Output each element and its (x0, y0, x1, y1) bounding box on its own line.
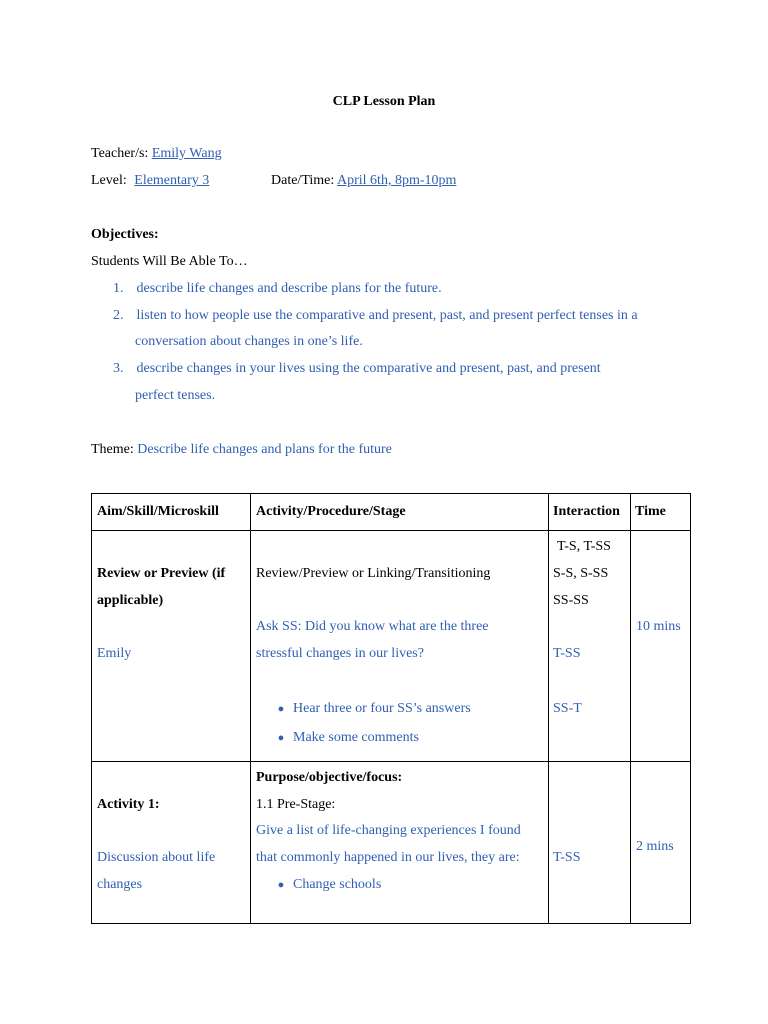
time-cell (631, 531, 691, 762)
objective-item-2 (113, 308, 638, 324)
objective-number: 1. (113, 281, 124, 296)
header-cell (631, 494, 691, 531)
interaction-cell (549, 531, 631, 762)
objective-text-continued: conversation about changes in one’s life. (135, 334, 363, 349)
table-row (92, 531, 691, 762)
aim-cell (92, 531, 251, 762)
header-cell (92, 494, 251, 531)
objective-text: describe changes in your lives using the comparative and present, past, and present (136, 361, 601, 376)
interaction-value: T-SS (553, 646, 581, 661)
datetime-label: Date/Time: (271, 173, 335, 188)
aim-title: Activity 1: (97, 797, 160, 812)
aim-title-continued: applicable) (97, 593, 164, 608)
datetime-value: April 6th, 8pm-10pm (337, 173, 457, 188)
bullet-icon: ● (277, 879, 285, 891)
bullet-icon: ● (277, 732, 285, 744)
objective-text-continued: perfect tenses. (135, 388, 216, 403)
time-value: 2 mins (636, 839, 674, 854)
theme-label: Theme: (91, 442, 134, 457)
header-cell (251, 494, 549, 531)
interaction-value: SS-SS (553, 593, 589, 608)
swbat-line: Students Will Be Able To… (91, 254, 248, 269)
aim-title: Review or Preview (if (97, 566, 226, 581)
lesson-table (91, 493, 691, 924)
objectives-heading: Objectives: (91, 227, 159, 242)
teacher-value: Emily Wang (151, 146, 222, 161)
activity-question: Ask SS: Did you know what are the three (256, 619, 489, 634)
activity-cell (251, 762, 549, 924)
interaction-value: T-SS (553, 850, 581, 865)
activity-text: Give a list of life-changing experiences I found (256, 823, 521, 838)
list-item: ● Change schools (269, 871, 381, 899)
purpose-heading: Purpose/objective/focus: (256, 770, 403, 785)
interaction-cell (549, 762, 631, 924)
level-line (91, 173, 227, 189)
theme-value: Describe life changes and plans for the future (137, 442, 392, 457)
page-title: CLP Lesson Plan (332, 94, 436, 109)
aim-description: Discussion about life (97, 850, 216, 865)
datetime-line (271, 173, 456, 189)
list-item: ● Hear three or four SS’s answers (269, 695, 471, 723)
level-label: Level: (91, 173, 127, 188)
theme-line (91, 442, 392, 458)
activity-question-continued: stressful changes in our lives? (256, 646, 424, 661)
bullet-icon: ● (277, 703, 285, 715)
aim-description-continued: changes (97, 877, 143, 892)
objective-text: listen to how people use the comparative and present, past, and present perfect tenses in a (136, 308, 638, 323)
header-aim: Aim/Skill/Microskill (97, 504, 219, 519)
interaction-value: S-S, S-SS (553, 566, 609, 581)
objective-number: 3. (113, 361, 124, 376)
header-cell (549, 494, 631, 531)
activity-cell (251, 531, 549, 762)
objective-number: 2. (113, 308, 124, 323)
header-time: Time (635, 504, 666, 519)
time-cell (631, 762, 691, 924)
activity-title: Review/Preview or Linking/Transitioning (256, 566, 491, 581)
objective-item-3 (113, 361, 601, 377)
table-header-row (92, 494, 691, 531)
header-interaction: Interaction (553, 504, 620, 519)
list-item: ● Make some comments (269, 724, 419, 752)
objective-item-1 (113, 281, 442, 297)
objective-text: describe life changes and describe plans for the future. (136, 281, 442, 296)
level-value: Elementary 3 (134, 173, 210, 188)
aim-cell (92, 762, 251, 924)
teacher-line (91, 146, 222, 162)
interaction-value: T-S, T-SS (557, 539, 611, 554)
teacher-label: Teacher/s: (91, 146, 149, 161)
activity-text-continued: that commonly happened in our lives, they are: (256, 850, 520, 865)
header-activity: Activity/Procedure/Stage (256, 504, 406, 519)
time-value: 10 mins (636, 619, 681, 634)
interaction-value: SS-T (553, 701, 582, 716)
stage-label: 1.1 Pre-Stage: (256, 797, 336, 812)
table-row (92, 762, 691, 924)
aim-name: Emily (97, 646, 132, 661)
